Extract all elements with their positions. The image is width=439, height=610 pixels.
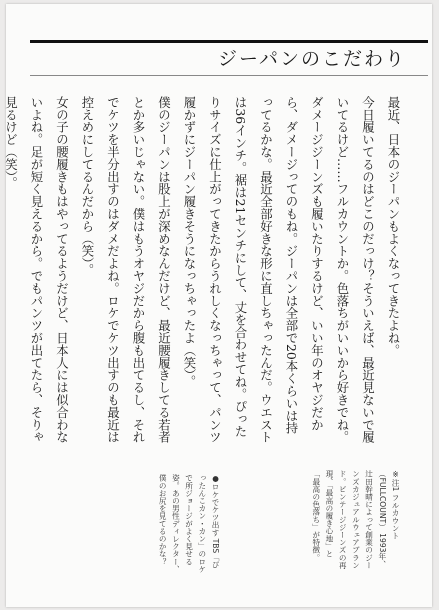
document-page xyxy=(3,4,432,607)
paragraph: 今日履いてるのはどこのだっけ？そういえば、最近見ないで履いてるけど……フルカウントか。色落ちがいいから好きでね。 xyxy=(335,96,376,444)
header-bar xyxy=(30,40,428,43)
footnote-location: ●ロケでケツ出す TBS「ぴったんこカン・カン」のロケで所ジョージがよく見せる姿。あの男性ディレクター、僕のお尻を見てるのかな？ xyxy=(158,474,221,573)
title-rule xyxy=(30,75,428,76)
paragraph: 僕のジーパンは股上が深めなんだけど、最近腰履きしてる若者とか多いじゃない。僕はもうオヤジだから腹も出てるし、それでケツを半分出すのはダメだよね。ロケでケツ出すのも最近は控えめにしてるんだから（笑）。 xyxy=(80,96,172,444)
paragraph: 女の子の腰履きもはやってるようだけど、日本人には似合わないよね。足が短く見えるから。でもパンツが出てたら、そりゃ見るけど（笑）。 xyxy=(3,96,70,444)
footnote-fullcount: ※注1 フルカウント（FULLCOUNT） 1993年、辻田幹晴によって創業のジーンズカジュアルウェアブランド。ビンテージジーンズの再現、「最高の履き心地」と「最高の色落ち」が特徴。 xyxy=(311,470,400,569)
paragraph: 最近、日本のジーパンもよくなってきたよね。 xyxy=(386,96,401,357)
article-body xyxy=(3,96,406,446)
paragraph: ダメージジーンズも履いたりするけど、いい年のオヤジだから、ダメージってのもね。ジーパンは全部で20本くらいは持ってるかな。最近全部好きな形に直しちゃったんだ。ウエストは36インチ。裾は21センチにして、丈を合わせてね。ぴったりサイズに仕上がってきたからうれしくなっちゃって、パンツ履かずにジーパン履きそうになっちゃったよ（笑）。 xyxy=(182,96,325,444)
page-title: ジーパンのこだわり xyxy=(217,48,406,70)
